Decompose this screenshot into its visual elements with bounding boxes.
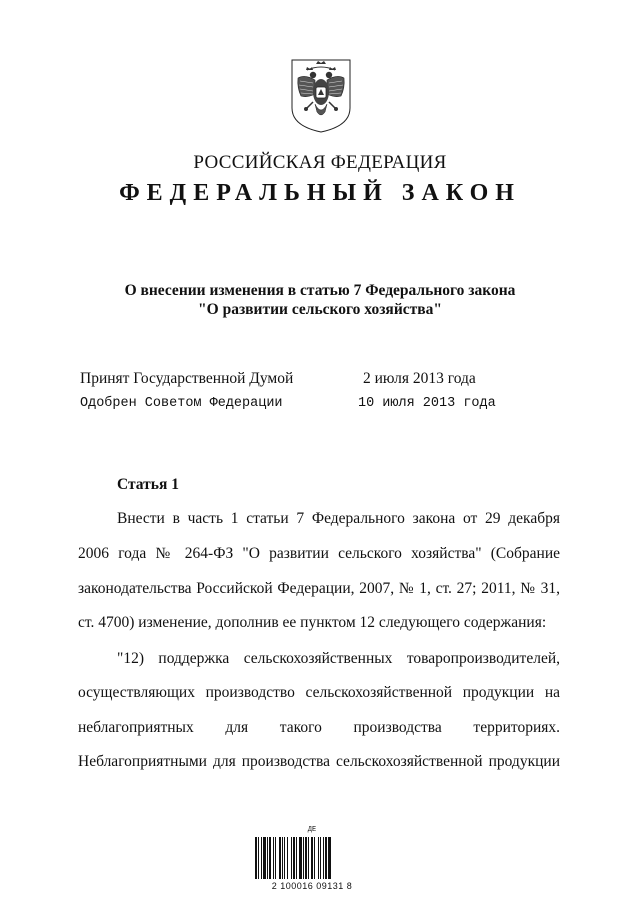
article-text-line: Внести в часть 1 статьи 7 Федерального закона от 29 декабря xyxy=(117,510,560,527)
barcode xyxy=(253,826,371,892)
country-name: РОССИЙСКАЯ ФЕДЕРАЦИЯ xyxy=(193,152,447,173)
council-date: 10 июля 2013 года xyxy=(358,396,496,411)
article-text-line: законодательства Российской Федерации, 2007, № 1, ст. 27; 2011, № 31, xyxy=(78,580,560,597)
barcode-number: 2 100016 09131 8 xyxy=(271,881,353,891)
article-text-line: 2006 года № 264-ФЗ "О развитии сельского хозяйства" (Собрание xyxy=(78,545,560,562)
document-type: ФЕДЕРАЛЬНЫЙ ЗАКОН xyxy=(119,180,521,206)
article-text-line: "12) поддержка сельскохозяйственных товаропроизводителей, xyxy=(117,650,560,667)
barcode-caption: ДЕ xyxy=(307,826,317,834)
article-heading: Статья 1 xyxy=(117,476,179,493)
article-text-line: осуществляющих производство сельскохозяйственной продукции на xyxy=(78,684,560,701)
law-title-line-1: О внесении изменения в статью 7 Федерального закона xyxy=(124,282,516,299)
barcode-bars xyxy=(255,837,369,879)
duma-date: 2 июля 2013 года xyxy=(363,370,476,387)
council-label: Одобрен Советом Федерации xyxy=(80,396,283,411)
duma-label: Принят Государственной Думой xyxy=(80,370,294,387)
coat-of-arms-icon xyxy=(289,58,353,134)
law-title-line-2: "О развитии сельского хозяйства" xyxy=(198,301,442,318)
article-text-line: ст. 4700) изменение, дополнив ее пунктом 12 следующего содержания: xyxy=(78,614,547,631)
article-text-line: Неблагоприятными для производства сельскохозяйственной продукции xyxy=(78,753,560,770)
article-text-line: неблагоприятных для такого производства территориях. xyxy=(78,719,560,736)
